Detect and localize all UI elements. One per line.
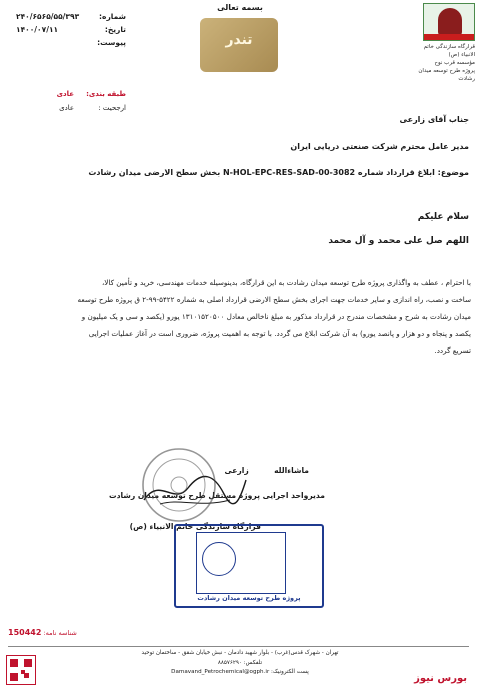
body-line: میدان رشادت به شرح و مشخصات مندرج در قرارداد مذکور به مبلغ ناخالص معادل ۱۳۱۰۱۵۲۰۵۰۰ یورو (یکصد و سی و یک میلیون و [81,312,471,321]
project-stamp [174,524,324,608]
serial-value: 150442 [8,628,42,637]
salawat: اللهم صل علی محمد و آل محمد [328,236,469,246]
letter-meta [16,10,126,49]
org-logo [409,3,475,83]
classification-value: عادی [56,90,74,98]
signer-prefix: ماشاءالله [274,466,309,475]
footer-address: تهران - شهرک قدس(غرب) - بلوار شهید دادمان - نبش خیابان شقق - ساختمان توحید [141,650,339,656]
attachment-label: پیوست: [97,38,126,47]
priority-label: ارجحیت : [98,104,126,112]
qr-code-icon [6,655,36,685]
footer-email: Damavand_Petrochemical@ogph.ir [171,669,270,675]
footer-divider [8,646,469,647]
watermark: بورس نیوز [414,673,467,684]
tender-logo [200,18,278,72]
signer-role: مدیرواحد اجرایی پروژه مستقل طرح توسعه میدان رشادت [108,491,325,500]
number-label: شماره: [99,12,126,21]
number-value: ۲۴۰/۶۵۶۵/۵۵/۳۹۳ [16,12,80,21]
date-row [16,23,126,36]
recipient: جناب آقای زارعی [399,115,469,124]
classification-block [30,87,126,115]
attachment-row [16,36,126,49]
bismillah: بسمه تعالی [217,3,263,12]
date-label: تاریخ: [104,25,126,34]
org-name-line2: مؤسسه قرب نوح [434,60,475,66]
signer-name: زارعی [224,466,249,475]
letter-serial [8,628,77,637]
greeting: سلام علیکم [417,212,469,222]
body-line: با احترام ، عطف به واگذاری پروژه طرح توسعه میدان رشادت به این قرارگاه، بدینوسیله خدمات مهندسی، خرید و تأمین کالا، [101,278,471,287]
stamp-emblem-icon [202,542,236,576]
body-line: تسریع گردد. [434,346,471,355]
footer-email-label: پست الکترونیک: [271,669,309,675]
date-value: ۱۴۰۰/۰۷/۱۱ [16,25,59,34]
org-name-line3: پروژه طرح توسعه میدان رشادت [418,68,475,82]
priority-value: عادی [59,104,74,112]
tender-logo-text: تندر [225,32,253,48]
classification-label: طبقه بندی: [86,90,126,98]
signer-org: قرارگاه سازندگی خاتم الانبیاء (ص) [129,522,261,531]
org-name [409,43,475,83]
body-line: ساخت و نصب، راه اندازی و سایر خدمات جهت اجرای بخش سطح الارضی قرارداد اصلی به شماره ۵۴۲۲-۹۹-۲ ق پروژه طرح توسعه [77,295,471,304]
footer-phone: تلفکس: ۸۸۵۷۶۲۹۰ [217,659,263,666]
serial-label: شناسه نامه: [43,629,77,637]
seal-icon [124,440,234,530]
letter-footer [90,649,390,678]
number-row [16,10,126,23]
subject-line: موضوع: ابلاغ قرارداد شماره N-HOL-EPC-RES-SAD-00-3082 بخش سطح الارضی میدان رشادت [88,168,469,177]
recipient-title: مدیر عامل محترم شرکت صنعتی دریایی ایران [290,142,469,151]
emblem-icon [423,3,475,41]
letter-body [7,274,471,359]
body-line: یکصد و پنجاه و دو هزار و پانصد یورو) به آن شرکت ابلاغ می گردد. با توجه به اهمیت پروژه، ضروری است در آغاز عملیات اجرایی [88,329,471,338]
org-name-line1: قرارگاه سازندگی خاتم الانبیاء (ص) [423,44,475,58]
stamp-text: پروژه طرح توسعه میدان رشادت [197,594,301,602]
